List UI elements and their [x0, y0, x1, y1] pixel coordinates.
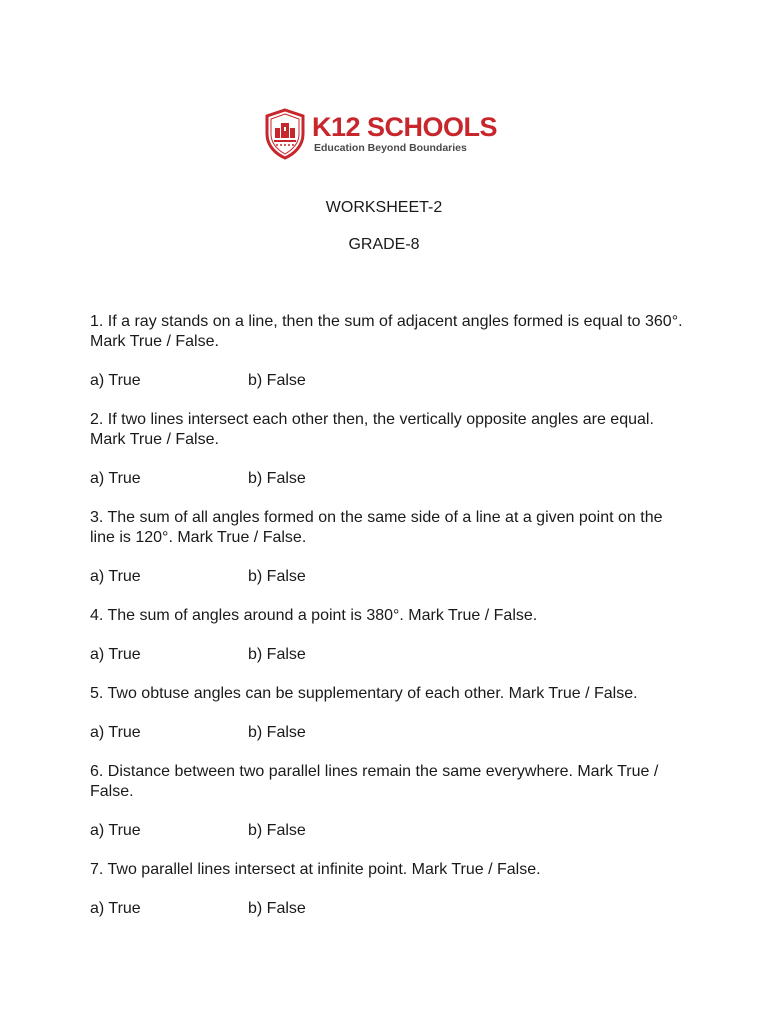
answer-options [90, 899, 690, 919]
question-text: 5. Two obtuse angles can be supplementary of each other. Mark True / False. [90, 685, 638, 702]
question-item [90, 762, 690, 841]
answer-options [90, 469, 690, 489]
k12-schools-logo [264, 108, 498, 164]
shield-icon [264, 108, 306, 160]
question-item [90, 312, 690, 391]
question-text: 2. If two lines intersect each other then, the vertically opposite angles are equal. Mark True / False. [90, 411, 654, 448]
option-true: a) True [90, 646, 141, 663]
answer-options [90, 371, 690, 391]
question-text: 4. The sum of angles around a point is 380°. Mark True / False. [90, 607, 538, 624]
option-true: a) True [90, 470, 141, 487]
question-text: 1. If a ray stands on a line, then the sum of adjacent angles formed is equal to 360°. Mark True / False. [90, 313, 683, 350]
logo-tagline: Education Beyond Boundaries [314, 142, 467, 154]
option-true: a) True [90, 822, 141, 839]
answer-options [90, 821, 690, 841]
option-true: a) True [90, 372, 141, 389]
option-false: b) False [248, 724, 306, 741]
option-true: a) True [90, 900, 141, 917]
question-item [90, 508, 690, 587]
question-list [90, 312, 690, 938]
question-text: 6. Distance between two parallel lines remain the same everywhere. Mark True / False. [90, 763, 659, 800]
answer-options [90, 723, 690, 743]
question-text: 7. Two parallel lines intersect at infinite point. Mark True / False. [90, 861, 541, 878]
question-item [90, 410, 690, 489]
question-item [90, 860, 690, 919]
question-item [90, 684, 690, 743]
logo-title: K12 SCHOOLS [312, 112, 498, 142]
worksheet-title: WORKSHEET-2 [325, 199, 443, 216]
answer-options [90, 567, 690, 587]
option-false: b) False [248, 900, 306, 917]
option-true: a) True [90, 724, 141, 741]
option-false: b) False [248, 822, 306, 839]
option-false: b) False [248, 470, 306, 487]
option-false: b) False [248, 568, 306, 585]
grade-label: GRADE-8 [348, 236, 420, 253]
answer-options [90, 645, 690, 665]
option-true: a) True [90, 568, 141, 585]
option-false: b) False [248, 646, 306, 663]
option-false: b) False [248, 372, 306, 389]
question-text: 3. The sum of all angles formed on the same side of a line at a given point on the line is 120°. Mark True / False. [90, 509, 663, 546]
question-item [90, 606, 690, 665]
